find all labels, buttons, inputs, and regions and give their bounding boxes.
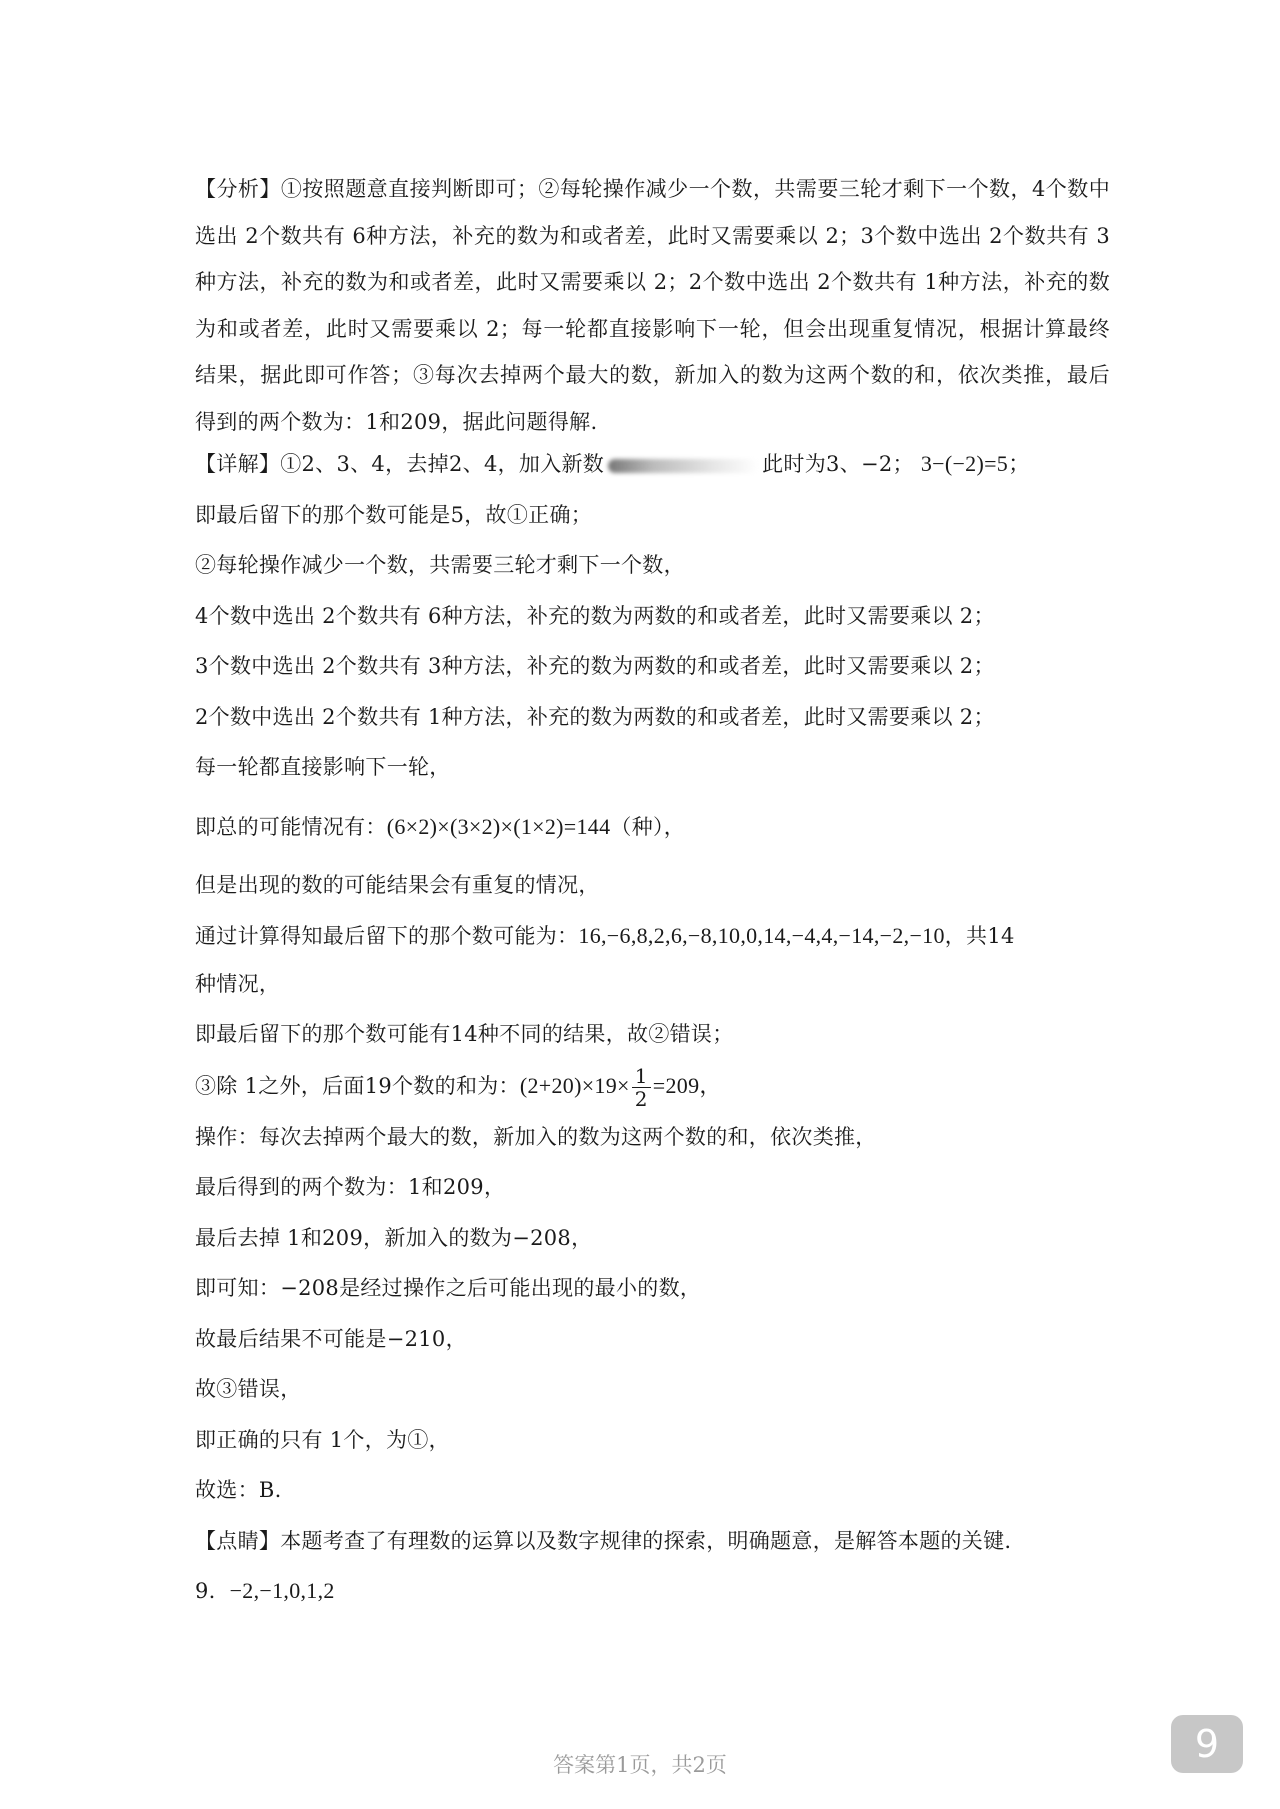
total-cases-line: [195, 812, 1110, 842]
blurred-blank: [608, 459, 758, 473]
detail-line-1-text: ①2、3、4，去掉2、4，加入新数: [280, 452, 605, 476]
fraction-denominator: 2: [634, 1086, 648, 1111]
analysis-paragraph: [195, 166, 1110, 445]
detail-line: 最后去掉 1和209，新加入的数为−208，: [195, 1225, 593, 1250]
total-suffix: （种），: [610, 815, 686, 839]
detail-line: 故③错误，: [195, 1377, 302, 1401]
detail-line: 最后得到的两个数为：1和209，: [195, 1175, 506, 1199]
wrong-2-line: 即最后留下的那个数可能有14种不同的结果，故②错误；: [195, 1022, 734, 1046]
calc-line: [195, 921, 1110, 951]
fraction-numerator: 1: [632, 1065, 651, 1088]
total-prefix: 即总的可能情况有：: [195, 815, 387, 839]
detail-line: 即正确的只有 1个，为①，: [195, 1427, 450, 1452]
detail-line-1-equation: 3−(−2)=5；: [920, 451, 1031, 476]
total-equation: (6×2)×(3×2)×(1×2)=144: [386, 814, 611, 839]
detail-line: 操作：每次去掉两个最大的数，新加入的数为这两个数的和，依次类推，: [195, 1124, 877, 1149]
detail-tag: 【详解】: [195, 452, 281, 476]
detail-line: 故选：B.: [195, 1478, 282, 1502]
detail-line: ②每轮操作减少一个数，共需要三轮才剩下一个数，: [195, 553, 685, 577]
detail-line: 4个数中选出 2个数共有 6种方法，补充的数为两数的和或者差，此时又需要乘以 2；: [195, 603, 995, 628]
question-9-values: −2,−1,0,1,2: [229, 1578, 335, 1603]
detail-line: 即可知：−208是经过操作之后可能出现的最小的数，: [195, 1276, 702, 1300]
detail-line: 故最后结果不可能是−210，: [195, 1326, 467, 1351]
calc-values: 16,−6,8,2,6,−8,10,0,14,−4,4,−14,−2,−10: [578, 922, 945, 948]
sum-line: [195, 1064, 1110, 1110]
detail-line-1: [195, 449, 1110, 479]
repeat-line: 但是出现的数的可能结果会有重复的情况，: [195, 873, 600, 897]
calc-prefix: 通过计算得知最后留下的那个数可能为：: [195, 923, 579, 948]
analysis-tag: 【分析】: [195, 177, 281, 201]
sum-prefix: ③除 1之外，后面19个数的和为：: [195, 1073, 520, 1098]
detail-line: 每一轮都直接影响下一轮，: [195, 755, 451, 779]
page-footer: 答案第1页，共2页: [553, 1753, 727, 1777]
sum-equation-a: (2+20)×19×: [519, 1072, 630, 1098]
calc-continuation: 种情况，: [195, 971, 281, 996]
comment-tag: 【点睛】: [195, 1528, 281, 1553]
detail-line: 2个数中选出 2个数共有 1种方法，补充的数为两数的和或者差，此时又需要乘以 2；: [195, 704, 995, 729]
detail-line: 3个数中选出 2个数共有 3种方法，补充的数为两数的和或者差，此时又需要乘以 2；: [195, 654, 995, 678]
page-number-badge: 9: [1171, 1715, 1243, 1773]
question-9-answer: [195, 1576, 1110, 1606]
answer-content: [195, 166, 1110, 1627]
sum-equation-b: =209，: [652, 1072, 722, 1098]
question-number: 9.: [195, 1579, 216, 1603]
analysis-text: ①按照题意直接判断即可；②每轮操作减少一个数，共需要三轮才剩下一个数，4个数中选出 2个数共有 6种方法，补充的数为和或者差，此时又需要乘以 2；3个数中选出 2个数共有 3种方法，补充的数为和或者差，此时又需要乘以 2；2个数中选出 2个数共有 1种方法，补充的数为和或者差，此时又需要乘以 2；每一轮都直接影响下一轮，但会出现重复情况，根据计算最终结果，据此即可作答；③每次去掉两个最大的数，新加入的数为这两个数的和，依次类推，最后得到的两个数为：1和209，据此问题得解.: [195, 177, 1111, 434]
one-half-fraction: [632, 1065, 651, 1110]
detail-line-1-text-b: 此时为3、−2；: [762, 452, 914, 476]
comment-line: [195, 1526, 1110, 1556]
detail-line: 即最后留下的那个数可能是5，故①正确；: [195, 502, 593, 527]
calc-suffix: ，共14: [944, 923, 1015, 948]
comment-text: 本题考查了有理数的运算以及数字规律的探索，明确题意，是解答本题的关键.: [280, 1528, 1012, 1553]
